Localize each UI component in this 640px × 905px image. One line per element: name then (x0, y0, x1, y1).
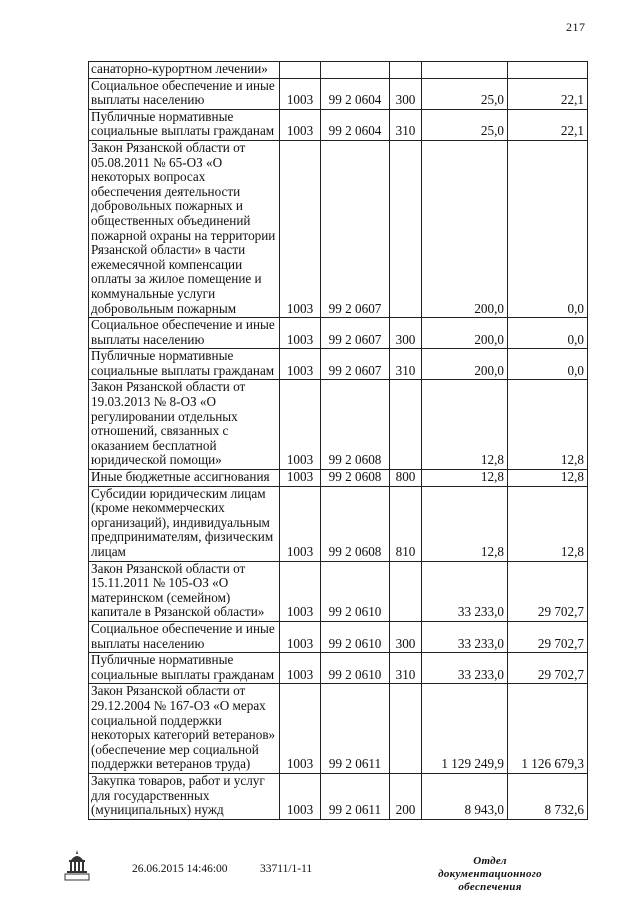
row-section: 1003 (280, 318, 321, 349)
row-name: Закон Рязанской области от 15.11.2011 № 105-ОЗ «О материнском (семейном) капитале в Рязанской области» (89, 561, 280, 621)
row-value-2: 12,8 (508, 486, 588, 561)
row-expense-type: 310 (390, 653, 422, 684)
row-value-2: 12,8 (508, 380, 588, 470)
row-name: Социальное обеспечение и иные выплаты населению (89, 78, 280, 109)
row-section: 1003 (280, 621, 321, 652)
row-value-2: 1 126 679,3 (508, 684, 588, 774)
row-expense-type: 300 (390, 78, 422, 109)
row-value-2 (508, 62, 588, 79)
row-article: 99 2 0604 (321, 109, 390, 140)
row-name: Публичные нормативные социальные выплаты гражданам (89, 109, 280, 140)
row-value-1: 1 129 249,9 (422, 684, 508, 774)
row-value-1: 33 233,0 (422, 561, 508, 621)
row-value-1: 8 943,0 (422, 773, 508, 819)
row-article: 99 2 0607 (321, 349, 390, 380)
row-section (280, 62, 321, 79)
row-value-1: 200,0 (422, 349, 508, 380)
row-value-2: 29 702,7 (508, 653, 588, 684)
row-name: Закон Рязанской области от 05.08.2011 № 65-ОЗ «О некоторых вопросах обеспечения деятельности добровольных пожарных и общественных объединений пожарной охраны на территории Рязанской области» в части ежемесячной компенсации оплаты за жилое помещение и коммунальные услуги добровольным пожарным (89, 140, 280, 317)
row-article: 99 2 0608 (321, 470, 390, 487)
table-row (89, 318, 588, 349)
row-value-1: 12,8 (422, 380, 508, 470)
row-name: Социальное обеспечение и иные выплаты населению (89, 621, 280, 652)
row-value-2: 29 702,7 (508, 561, 588, 621)
row-value-2: 12,8 (508, 470, 588, 487)
row-section: 1003 (280, 561, 321, 621)
row-value-1: 200,0 (422, 140, 508, 317)
table-row (89, 773, 588, 819)
row-value-1: 33 233,0 (422, 653, 508, 684)
row-article: 99 2 0610 (321, 561, 390, 621)
row-name: Субсидии юридическим лицам (кроме некоммерческих организаций), индивидуальным предпринимателям, физическим лицам (89, 486, 280, 561)
row-value-1 (422, 62, 508, 79)
row-article: 99 2 0610 (321, 653, 390, 684)
row-expense-type: 310 (390, 349, 422, 380)
table-row (89, 470, 588, 487)
row-name: Публичные нормативные социальные выплаты гражданам (89, 653, 280, 684)
row-expense-type: 810 (390, 486, 422, 561)
row-article (321, 62, 390, 79)
row-article: 99 2 0604 (321, 78, 390, 109)
row-section: 1003 (280, 684, 321, 774)
row-expense-type (390, 684, 422, 774)
table-row (89, 109, 588, 140)
table-row (89, 140, 588, 317)
row-value-2: 0,0 (508, 318, 588, 349)
department-stamp-line-2: обеспечения (458, 881, 522, 893)
table-row (89, 78, 588, 109)
row-value-1: 12,8 (422, 486, 508, 561)
row-name: Закупка товаров, работ и услуг для государственных (муниципальных) нужд (89, 773, 280, 819)
row-value-1: 33 233,0 (422, 621, 508, 652)
row-expense-type (390, 380, 422, 470)
table-row (89, 349, 588, 380)
table-row (89, 561, 588, 621)
row-article: 99 2 0607 (321, 140, 390, 317)
row-section: 1003 (280, 773, 321, 819)
row-expense-type: 300 (390, 318, 422, 349)
row-name: санаторно-курортном лечении» (89, 62, 280, 79)
row-name: Социальное обеспечение и иные выплаты населению (89, 318, 280, 349)
row-value-2: 29 702,7 (508, 621, 588, 652)
row-section: 1003 (280, 653, 321, 684)
row-value-2: 0,0 (508, 140, 588, 317)
row-expense-type: 200 (390, 773, 422, 819)
table-row (89, 486, 588, 561)
row-name: Закон Рязанской области от 29.12.2004 № 167-ОЗ «О мерах социальной поддержки некоторых категорий ветеранов» (обеспечение мер социальной поддержки ветеранов труда) (89, 684, 280, 774)
row-article: 99 2 0608 (321, 486, 390, 561)
table-row (89, 62, 588, 79)
row-section: 1003 (280, 349, 321, 380)
row-value-2: 0,0 (508, 349, 588, 380)
row-value-1: 25,0 (422, 109, 508, 140)
row-article: 99 2 0608 (321, 380, 390, 470)
row-section: 1003 (280, 109, 321, 140)
row-value-1: 200,0 (422, 318, 508, 349)
budget-table (88, 61, 588, 820)
table-row (89, 684, 588, 774)
row-section: 1003 (280, 470, 321, 487)
row-name: Иные бюджетные ассигнования (89, 470, 280, 487)
row-expense-type (390, 561, 422, 621)
row-article: 99 2 0611 (321, 684, 390, 774)
row-expense-type: 300 (390, 621, 422, 652)
row-expense-type: 800 (390, 470, 422, 487)
row-expense-type (390, 62, 422, 79)
duma-building-icon (62, 848, 92, 884)
footer-document-code: 33711/1-11 (260, 863, 313, 875)
row-section: 1003 (280, 78, 321, 109)
row-value-1: 12,8 (422, 470, 508, 487)
row-article: 99 2 0607 (321, 318, 390, 349)
row-value-2: 22,1 (508, 78, 588, 109)
row-expense-type (390, 140, 422, 317)
department-stamp (420, 855, 560, 894)
department-stamp-line-1: Отдел документационного (438, 855, 542, 880)
row-expense-type: 310 (390, 109, 422, 140)
row-value-2: 8 732,6 (508, 773, 588, 819)
row-article: 99 2 0611 (321, 773, 390, 819)
row-name: Закон Рязанской области от 19.03.2013 № 8-ОЗ «О регулировании отдельных отношений, связанных с оказанием бесплатной юридической помощи» (89, 380, 280, 470)
row-value-1: 25,0 (422, 78, 508, 109)
footer-timestamp: 26.06.2015 14:46:00 (132, 863, 228, 875)
table-row (89, 653, 588, 684)
row-value-2: 22,1 (508, 109, 588, 140)
table-row (89, 621, 588, 652)
row-section: 1003 (280, 380, 321, 470)
table-row (89, 380, 588, 470)
row-section: 1003 (280, 140, 321, 317)
page-number: 217 (566, 20, 586, 34)
row-section: 1003 (280, 486, 321, 561)
row-article: 99 2 0610 (321, 621, 390, 652)
row-name: Публичные нормативные социальные выплаты гражданам (89, 349, 280, 380)
